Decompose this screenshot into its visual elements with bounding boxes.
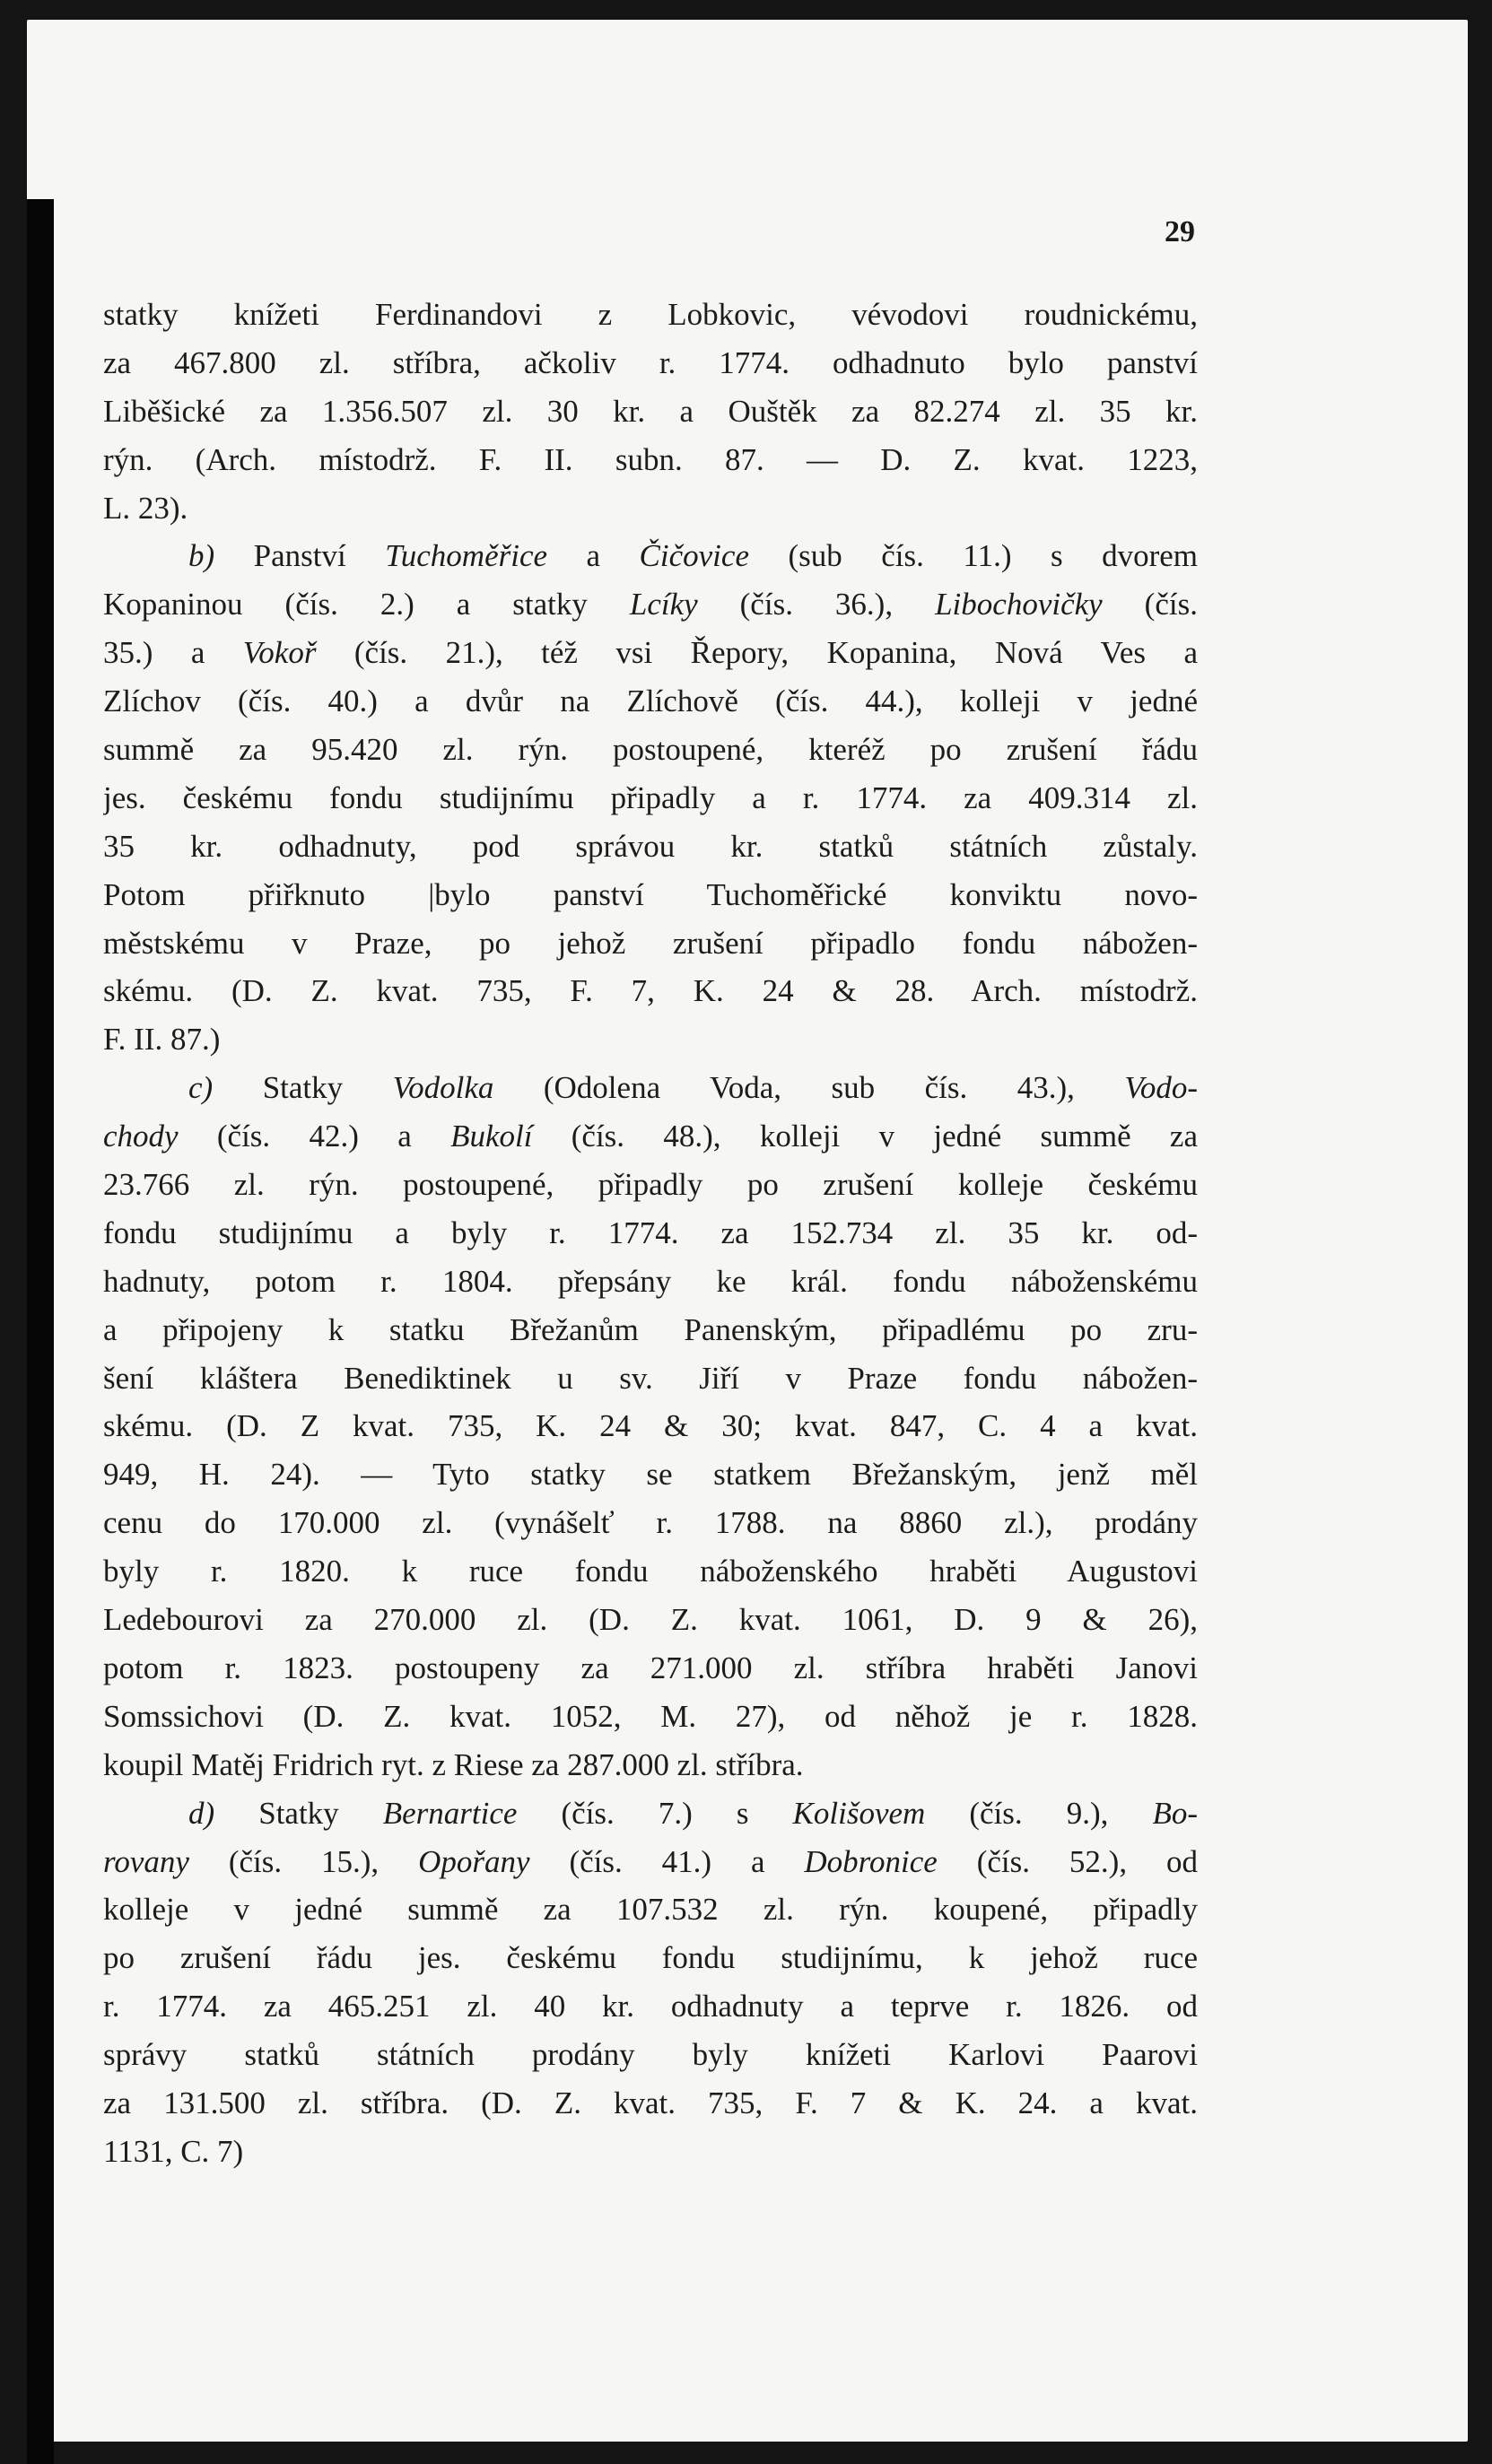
text-line <box>103 1354 1198 1403</box>
text-line <box>103 1258 1198 1306</box>
text-line <box>103 1064 1198 1112</box>
text-line <box>103 2079 1198 2128</box>
text-line <box>103 1499 1198 1547</box>
text-span: (Odolena Voda, sub čís. 43.), <box>493 1070 1125 1106</box>
italic-text: Tuchoměřice <box>385 538 548 574</box>
text-line <box>103 436 1198 484</box>
text-span: skému. (D. Z. kvat. 735, F. 7, K. 24 & 28. Arch. místodrž. <box>103 973 1198 1009</box>
text-span: a <box>547 538 640 574</box>
text-line <box>103 291 1198 339</box>
text-span: (čís. 21.), též vsi Řepory, Kopanina, Nová Ves a <box>316 635 1198 671</box>
text-span: (čís. 7.) s <box>517 1795 793 1831</box>
text-span: (čís. 9.), <box>925 1795 1153 1831</box>
text-span: Potom přiřknuto |bylo panství Tuchoměřické konviktu novo- <box>103 876 1198 912</box>
text-span: r. 1774. za 465.251 zl. 40 kr. odhadnuty a teprve r. 1826. od <box>103 1989 1198 2024</box>
text-span: L. 23). <box>103 490 188 526</box>
text-line <box>103 1450 1198 1499</box>
text-span: 35.) a <box>103 635 243 671</box>
text-span: (čís. 41.) a <box>529 1843 805 1879</box>
text-line <box>103 726 1198 774</box>
text-line <box>103 1741 1198 1789</box>
text-span: potom r. 1823. postoupeny za 271.000 zl. stříbra hraběti Janovi <box>103 1650 1198 1685</box>
text-line <box>103 1838 1198 1886</box>
text-span: hadnuty, potom r. 1804. přepsány ke král. fondu náboženskému <box>103 1263 1198 1299</box>
text-span: a připojeny k statku Břežanům Panenským, připadlému po zru- <box>103 1311 1198 1347</box>
text-line <box>103 1547 1198 1596</box>
italic-text: Bo- <box>1152 1795 1198 1831</box>
text-span: po zrušení řádu jes. českému fondu studijnímu, k jehož ruce <box>103 1940 1198 1976</box>
italic-text: Vokoř <box>242 635 317 671</box>
text-span: jes. českému fondu studijnímu připadly a r. 1774. za 409.314 zl. <box>103 779 1198 815</box>
text-span: koupil Matěj Fridrich ryt. z Riese za 287.000 zl. stříbra. <box>103 1746 804 1782</box>
text-span: za 467.800 zl. stříbra, ačkoliv r. 1774. odhadnuto bylo panství <box>103 344 1198 380</box>
text-span: statky knížeti Ferdinandovi z Lobkovic, vévodovi roudnickému, <box>103 297 1198 332</box>
binding-edge <box>27 199 54 2464</box>
text-span: (čís. <box>1102 587 1198 623</box>
italic-text: Dobronice <box>804 1843 938 1879</box>
text-span: 23.766 zl. rýn. postoupené, připadly po zrušení kolleje českému <box>103 1167 1198 1203</box>
text-line <box>103 1209 1198 1258</box>
text-span: Statky <box>213 1070 393 1106</box>
text-span: Liběšické za 1.356.507 zl. 30 kr. a Ouštěk za 82.274 zl. 35 kr. <box>103 393 1198 429</box>
italic-text: rovany <box>103 1843 189 1879</box>
text-span: kolleje v jedné summě za 107.532 zl. rýn. koupené, připadly <box>103 1892 1198 1928</box>
text-line <box>103 484 1198 533</box>
text-line <box>103 1693 1198 1741</box>
text-line <box>103 2128 1198 2176</box>
text-span: (sub čís. 11.) s dvorem <box>748 538 1198 574</box>
text-span: šení kláštera Benediktinek u sv. Jiří v Praze fondu nábožen- <box>103 1360 1198 1396</box>
text-span: skému. (D. Z kvat. 735, K. 24 & 30; kvat. 847, C. 4 a kvat. <box>103 1408 1198 1444</box>
text-line <box>103 532 1198 580</box>
page-number: 29 <box>1165 215 1195 248</box>
text-span: Panství <box>214 538 386 574</box>
italic-text: d) <box>188 1795 215 1831</box>
text-line <box>103 629 1198 677</box>
italic-text: Libochovičky <box>935 587 1103 623</box>
italic-text: Vodolka <box>392 1070 494 1106</box>
italic-text: Lcíky <box>629 587 698 623</box>
italic-text: Bernartice <box>382 1795 518 1831</box>
italic-text: c) <box>188 1070 214 1106</box>
text-span: (čís. 42.) a <box>178 1119 451 1154</box>
text-span: Zlíchov (čís. 40.) a dvůr na Zlíchově (čís. 44.), kolleji v jedné <box>103 683 1198 719</box>
text-line <box>103 1112 1198 1161</box>
text-span: (čís. 52.), od <box>937 1843 1198 1879</box>
text-line <box>103 871 1198 919</box>
text-span: F. II. 87.) <box>103 1022 221 1058</box>
text-span: rýn. (Arch. místodrž. F. II. subn. 87. — D. Z. kvat. 1223, <box>103 441 1198 477</box>
text-line <box>103 677 1198 726</box>
text-line <box>103 774 1198 823</box>
text-span: 1131, C. 7) <box>103 2133 244 2169</box>
italic-text: Vodo- <box>1124 1070 1198 1106</box>
text-span: správy statků státních prodány byly knížeti Karlovi Paarovi <box>103 2037 1198 2073</box>
text-span: byly r. 1820. k ruce fondu náboženského hraběti Augustovi <box>103 1554 1198 1589</box>
italic-text: chody <box>103 1119 179 1154</box>
text-span: cenu do 170.000 zl. (vynášelť r. 1788. na 8860 zl.), prodány <box>103 1505 1198 1541</box>
text-line <box>103 823 1198 871</box>
text-line <box>103 967 1198 1015</box>
text-span: fondu studijnímu a byly r. 1774. za 152.734 zl. 35 kr. od- <box>103 1215 1198 1250</box>
text-line <box>103 1885 1198 1934</box>
book-page <box>27 20 1468 2442</box>
text-span: (čís. 15.), <box>188 1843 419 1879</box>
text-span: za 131.500 zl. stříbra. (D. Z. kvat. 735, F. 7 & K. 24. a kvat. <box>103 2085 1198 2120</box>
text-line <box>103 387 1198 436</box>
text-span: městskému v Praze, po jehož zrušení připadlo fondu nábožen- <box>103 925 1198 961</box>
text-line <box>103 1596 1198 1644</box>
text-span: Somssichovi (D. Z. kvat. 1052, M. 27), od něhož je r. 1828. <box>103 1698 1198 1734</box>
text-line <box>103 919 1198 968</box>
text-line <box>103 1789 1198 1838</box>
text-block <box>103 291 1198 2176</box>
text-span: 35 kr. odhadnuty, pod správou kr. statků státních zůstaly. <box>103 828 1198 864</box>
text-line <box>103 580 1198 629</box>
italic-text: b) <box>188 538 215 574</box>
text-line <box>103 1644 1198 1693</box>
italic-text: Bukolí <box>450 1119 533 1154</box>
text-line <box>103 1402 1198 1450</box>
text-line <box>103 1306 1198 1354</box>
text-line <box>103 339 1198 387</box>
italic-text: Čičovice <box>639 538 749 574</box>
text-span: (čís. 48.), kolleji v jedné summě za <box>532 1119 1198 1154</box>
text-line <box>103 1934 1198 1982</box>
text-span: Statky <box>214 1795 383 1831</box>
italic-text: Kolišovem <box>792 1795 926 1831</box>
text-span: Kopaninou (čís. 2.) a statky <box>103 587 630 623</box>
italic-text: Opořany <box>418 1843 530 1879</box>
text-line <box>103 2031 1198 2079</box>
text-span: 949, H. 24). — Tyto statky se statkem Břežanským, jenž měl <box>103 1457 1198 1493</box>
text-line <box>103 1015 1198 1064</box>
text-line <box>103 1982 1198 2031</box>
text-span: (čís. 36.), <box>697 587 936 623</box>
text-span: Ledebourovi za 270.000 zl. (D. Z. kvat. 1061, D. 9 & 26), <box>103 1602 1198 1638</box>
text-span: summě za 95.420 zl. rýn. postoupené, kteréž po zrušení řádu <box>103 732 1198 768</box>
text-line <box>103 1161 1198 1209</box>
